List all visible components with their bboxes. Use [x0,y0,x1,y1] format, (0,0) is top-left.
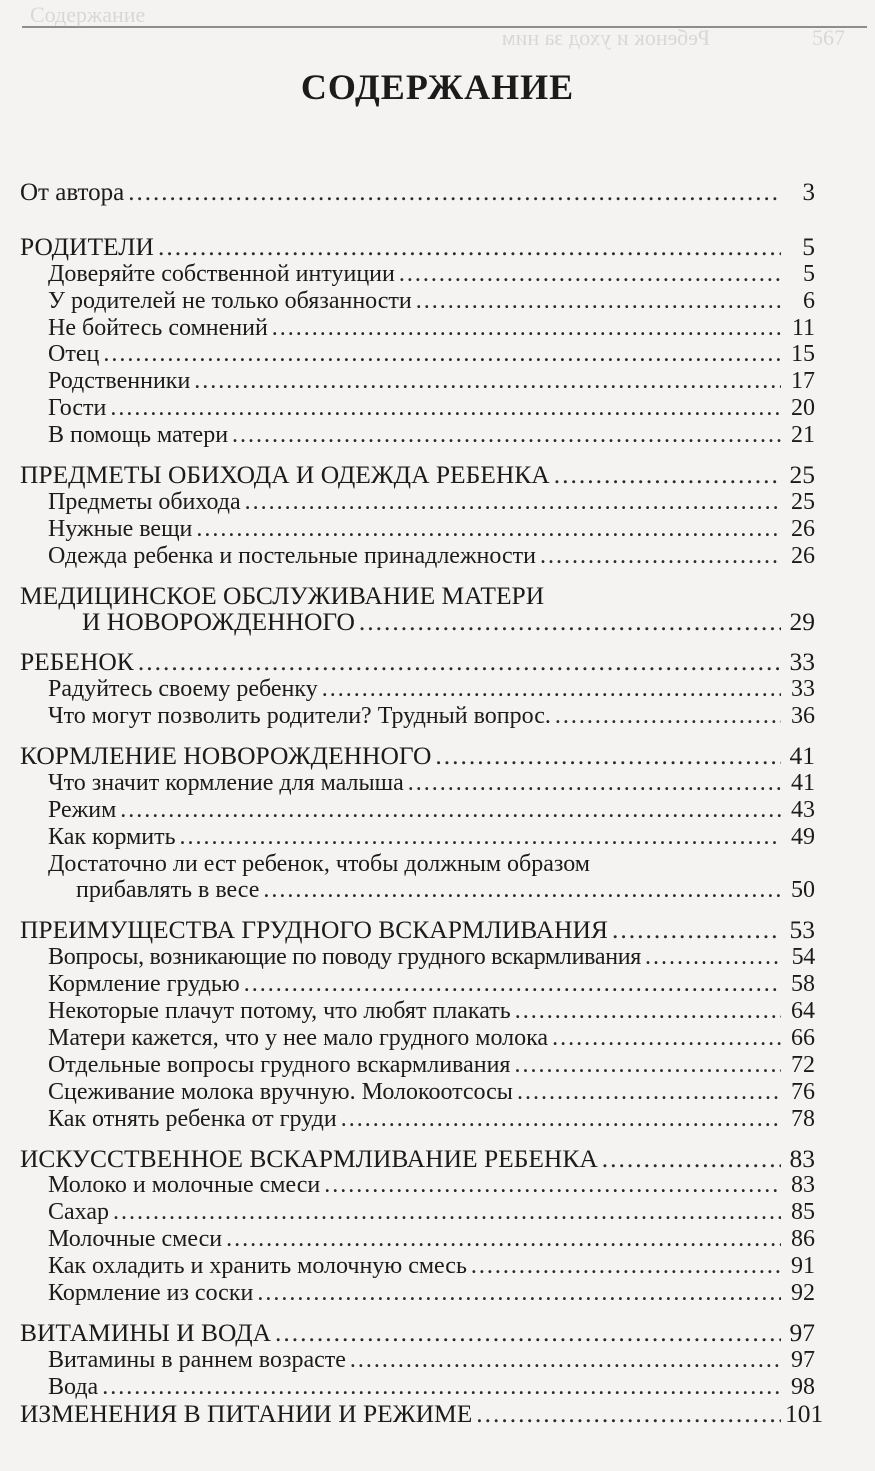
toc-entry-page: 49 [791,823,815,850]
leader-dots [341,1106,781,1133]
leader-dots [103,341,781,368]
toc-entry[interactable] [20,1347,815,1374]
toc-entry-page: 15 [791,341,815,368]
leader-dots [275,1320,781,1347]
toc-entry-label: Что значит кормление для малыша [48,769,404,796]
leader-dots [180,824,781,851]
toc-entry-label-cont: прибавлять в весе [76,877,260,904]
toc-entry-label: Родственники [48,368,191,395]
toc-section-label: ПРЕДМЕТЫ ОБИХОДА И ОДЕЖДА РЕБЕНКА [20,460,550,490]
toc-entry[interactable] [20,1172,815,1199]
toc-section-page: 83 [789,1143,815,1173]
toc-entry-page: 72 [791,1051,815,1078]
toc-entry-page: 17 [791,368,815,395]
leader-dots [515,998,781,1025]
toc-entry-page: 26 [791,542,815,569]
leader-dots [540,543,781,570]
toc-entry[interactable] [20,1199,815,1226]
toc-entry-label: Кормление из соски [48,1279,254,1306]
toc-entry[interactable] [20,703,815,730]
toc-entry-label: Кормление грудью [48,971,240,998]
toc-entry-label: Вода [48,1373,99,1400]
toc-entry[interactable] [20,422,815,449]
leader-dots [322,676,781,703]
leader-dots [257,1280,781,1307]
leader-dots [226,1226,781,1253]
leader-dots [476,1401,781,1428]
toc-section[interactable] [20,1398,824,1428]
toc-section-page: 25 [789,460,815,490]
toc-entry-label: Режим [48,796,117,823]
toc-entry-label: Гости [48,395,107,422]
toc-entry[interactable] [20,368,815,395]
toc-entry[interactable] [20,1253,815,1280]
toc-section-page: 33 [789,647,815,677]
toc-entry[interactable] [20,261,815,288]
toc-entry-page: 50 [791,877,815,904]
toc-entry[interactable] [20,395,815,422]
page-title: СОДЕРЖАНИЕ [300,67,575,107]
toc-entry-page: 20 [791,395,815,422]
toc-entry[interactable] [20,998,815,1025]
toc-section-label: РОДИТЕЛИ [20,231,154,261]
toc-entry-label: Достаточно ли ест ребенок, чтобы должным образом [48,850,590,877]
header-rule [22,26,867,28]
toc-entry-label: Как кормить [48,823,176,850]
leader-dots [416,288,781,315]
toc-entry-label: Молочные смеси [48,1226,223,1253]
toc-section-label: ВИТАМИНЫ И ВОДА [20,1317,272,1347]
toc-entry[interactable] [20,489,815,516]
leader-dots [194,368,781,395]
toc-entry-page: 91 [791,1253,815,1280]
toc-entry[interactable] [20,1226,815,1253]
toc-entry[interactable] [20,315,815,342]
toc-entry-label: Радуйтесь своему ребенку [48,676,318,703]
leader-dots [359,609,781,636]
toc-entry-label: Отдельные вопросы грудного вскармливания [48,1051,511,1078]
toc-entry-label: Как отнять ребенка от груди [48,1105,337,1132]
leader-dots [399,261,781,288]
toc-entry-label: Одежда ребенка и постельные принадлежности [48,542,536,569]
toc-section-label: ПРЕИМУЩЕСТВА ГРУДНОГО ВСКАРМЛИВАНИЯ [20,915,608,945]
toc-entry-label: В помощь матери [48,422,229,449]
toc-entry[interactable] [20,797,815,824]
leader-dots [110,395,781,422]
table-of-contents [20,179,824,1428]
toc-entry-page: 33 [791,676,815,703]
leader-dots [471,1253,781,1280]
leader-dots [245,489,781,516]
toc-entry[interactable] [20,516,815,543]
toc-entry-page: 85 [791,1199,815,1226]
toc-entry-label: Нужные вещи [48,515,193,542]
toc-entry-label: Как охладить и хранить молочную смесь [48,1253,467,1280]
leader-dots [272,315,781,342]
toc-entry-page: 86 [791,1226,815,1253]
toc-entry-label: Отец [48,341,100,368]
toc-entry-page: 25 [791,488,815,515]
toc-section[interactable] [20,231,815,261]
toc-entry-label: Что могут позволить родители? Трудный вопрос. [48,703,551,730]
toc-entry-page: 11 [791,314,815,341]
leader-dots [552,1025,781,1052]
toc-entry[interactable] [20,824,815,851]
leader-dots [435,743,781,770]
toc-entry-label: Доверяйте собственной интуиции [48,260,395,287]
toc-section[interactable] [20,649,815,676]
toc-entry-page: 92 [791,1279,815,1306]
toc-entry[interactable] [20,770,815,797]
toc-section[interactable] [20,1143,815,1173]
leader-dots [324,1172,781,1199]
leader-dots [196,516,781,543]
toc-entry-label: Не бойтесь сомнений [48,314,268,341]
leader-dots [555,703,781,730]
toc-entry[interactable] [20,1106,815,1133]
leader-dots [554,462,781,489]
toc-entry[interactable] [20,341,815,368]
leader-dots [128,180,781,207]
ghost-header-left: Содержание [30,2,146,27]
leader-dots [263,877,781,904]
toc-section[interactable] [20,917,815,944]
leader-dots [158,234,781,261]
toc-entry-page: 21 [791,422,815,449]
toc-entry-page: 6 [803,287,815,314]
toc-entry-page: 43 [791,796,815,823]
toc-section-label: РЕБЕНОК [20,647,134,677]
leader-dots [517,1079,781,1106]
toc-entry-page: 41 [791,769,815,796]
toc-entry-label: Некоторые плачут потому, что любят плакать [48,998,511,1025]
toc-entry-label: Молоко и молочные смеси [48,1172,321,1199]
toc-entry-continuation[interactable] [20,877,815,904]
toc-section-continuation[interactable] [20,609,815,636]
toc-section[interactable] [20,462,815,489]
toc-entry[interactable] [20,851,815,878]
toc-entry[interactable] [20,944,815,971]
toc-entry-page: 78 [791,1105,815,1132]
ghost-header-right: Ребенок и уход за ним [501,25,710,50]
toc-entry[interactable] [20,543,815,570]
toc-section-page: 29 [789,607,815,637]
toc-entry[interactable] [20,180,815,207]
toc-entry-label: Предметы обихода [48,488,241,515]
toc-entry[interactable] [20,676,815,703]
toc-entry-page: 97 [791,1346,815,1373]
toc-section-page: 101 [785,1398,824,1428]
ghost-header-page: 567 [812,25,845,50]
toc-section[interactable] [20,580,815,610]
toc-entry-page: 83 [791,1172,815,1199]
toc-entry-page: 76 [791,1078,815,1105]
leader-dots [138,649,781,676]
leader-dots [645,944,781,971]
leader-dots [408,770,781,797]
leader-dots [113,1199,781,1226]
toc-section-label: МЕДИЦИНСКОЕ ОБСЛУЖИВАНИЕ МАТЕРИ [20,580,545,610]
toc-section-label: ИЗМЕНЕНИЯ В ПИТАНИИ И РЕЖИМЕ [20,1398,473,1428]
leader-dots [514,1052,781,1079]
toc-section[interactable] [20,1317,815,1347]
leader-dots [120,797,781,824]
leader-dots [612,917,781,944]
toc-entry-label: Сцеживание молока вручную. Молокоотсосы [48,1078,513,1105]
toc-entry-page: 5 [803,260,815,287]
toc-section-label-cont: И НОВОРОЖДЕННОГО [82,607,355,637]
leader-dots [244,971,781,998]
leader-dots [232,422,781,449]
toc-entry[interactable] [20,1079,815,1106]
toc-entry[interactable] [20,1280,815,1307]
toc-entry[interactable] [20,971,815,998]
toc-entry-page: 98 [791,1373,815,1400]
toc-entry-page: 26 [791,515,815,542]
leader-dots [102,1374,781,1401]
leader-dots [350,1347,781,1374]
toc-entry-page: 36 [791,703,815,730]
toc-entry-label: Матери кажется, что у нее мало грудного молока [48,1024,549,1051]
toc-entry[interactable] [20,1374,815,1401]
toc-entry-page: 58 [791,971,815,998]
toc-entry[interactable] [20,1025,815,1052]
toc-entry[interactable] [20,288,815,315]
toc-entry-label: Вопросы, возникающие по поводу грудного вскармливания [48,944,642,971]
toc-section-page: 97 [789,1317,815,1347]
leader-dots [602,1146,781,1173]
toc-entry-label: У родителей не только обязанности [48,287,412,314]
toc-section-page: 53 [789,915,815,945]
toc-entry-page: 54 [791,944,815,971]
toc-entry-page: 3 [802,179,815,206]
toc-entry[interactable] [20,1052,815,1079]
toc-entry-label: Витамины в раннем возрасте [48,1346,346,1373]
toc-entry-label: От автора [20,179,125,206]
toc-section-label: КОРМЛЕНИЕ НОВОРОЖДЕННОГО [20,741,432,771]
toc-entry-label: Сахар [48,1199,109,1226]
toc-section-page: 41 [789,741,815,771]
toc-entry-page: 66 [791,1024,815,1051]
toc-entry-page: 64 [791,998,815,1025]
toc-section-page: 5 [802,231,815,261]
toc-section-label: ИСКУССТВЕННОЕ ВСКАРМЛИВАНИЕ РЕБЕНКА [20,1143,598,1173]
toc-section[interactable] [20,743,815,770]
